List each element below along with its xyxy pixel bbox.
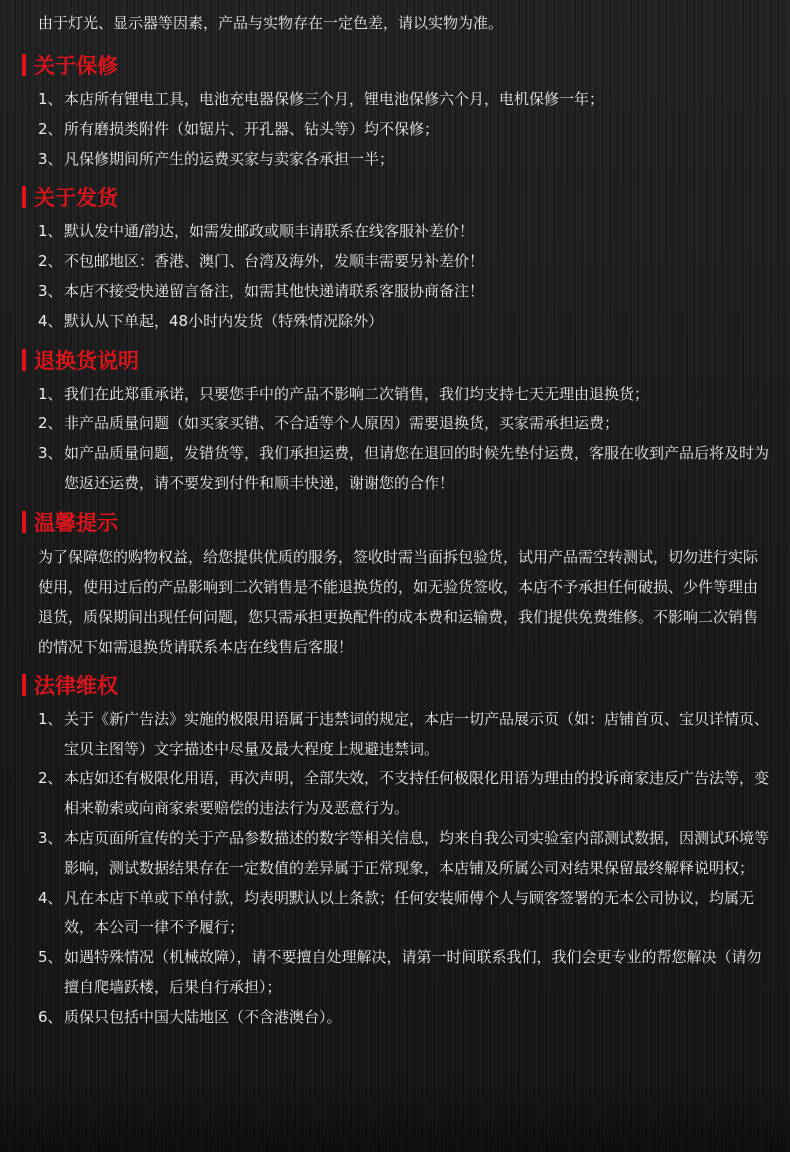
item-number: 1、 [38, 709, 63, 728]
bottom-fade-decoration [0, 1082, 790, 1152]
item-number: 6、 [38, 1007, 63, 1026]
warranty-list [22, 85, 772, 174]
item-number: 3、 [38, 444, 63, 463]
list-item [22, 943, 772, 1003]
item-text: 本店不接受快递留言备注，如需其他快递请联系客服协商备注！ [64, 281, 485, 300]
list-item [22, 115, 772, 145]
item-number: 1、 [38, 90, 63, 108]
item-text: 凡在本店下单或下单付款，均表明默认以上条款；任何安装师傅个人与顾客签署的无本公司协议，均属无效，本公司一律不予履行； [64, 888, 755, 937]
list-item [22, 277, 772, 307]
item-text: 关于《新广告法》实施的极限用语属于违禁词的规定，本店一切产品展示页（如：店铺首页、宝贝详情页、宝贝主图等）文字描述中尽量及最大程度上规避违禁词。 [64, 709, 770, 758]
item-text: 我们在此郑重承诺，只要您手中的产品不影响二次销售，我们均支持七天无理由退换货； [64, 384, 650, 403]
item-number: 5、 [38, 948, 63, 967]
list-item [22, 1003, 772, 1033]
list-item [22, 247, 772, 277]
section-shipping [22, 177, 772, 336]
item-text: 质保只包括中国大陆地区（不含港澳台）。 [64, 1007, 342, 1026]
item-text: 不包邮地区：香港、澳门、台湾及海外，发顺丰需要另补差价！ [64, 252, 485, 271]
list-item [22, 824, 772, 884]
item-text: 所有磨损类附件（如锯片、开孔器、钻头等）均不保修； [64, 119, 440, 138]
title-bar-icon [22, 54, 26, 76]
section-warranty [22, 45, 772, 174]
section-tips [22, 502, 772, 662]
item-number: 2、 [38, 769, 63, 788]
section-title-tips [22, 502, 772, 542]
color-disclaimer: 由于灯光、显示器等因素，产品与实物存在一定色差，请以实物为准。 [38, 14, 504, 32]
item-text: 本店如还有极限化用语，再次声明，全部失效，不支持任何极限化用语为理由的投诉商家违反广告法等，变相来勒索或向商家索要赔偿的违法行为及恶意行为。 [64, 769, 770, 818]
section-title-warranty [22, 45, 772, 85]
list-item [22, 145, 772, 175]
item-number: 4、 [38, 888, 63, 907]
title-bar-icon [22, 674, 26, 696]
item-number: 3、 [38, 149, 63, 168]
list-item [22, 439, 772, 499]
item-text: 非产品质量问题（如买家买错、不合适等个人原因）需要退换货，买家需承担运费； [64, 414, 620, 433]
item-number: 2、 [38, 252, 63, 271]
returns-list [22, 380, 772, 499]
item-text: 本店所有锂电工具，电池充电器保修三个月，锂电池保修六个月，电机保修一年； [64, 90, 605, 108]
item-number: 1、 [38, 222, 63, 241]
item-text: 默认从下单起，48小时内发货（特殊情况除外） [64, 311, 384, 330]
section-title-returns [22, 340, 772, 380]
list-item [22, 764, 772, 824]
list-item [22, 705, 772, 765]
title-bar-icon [22, 349, 26, 371]
legal-list [22, 705, 772, 1033]
section-title-legal [22, 665, 772, 705]
item-number: 4、 [38, 311, 63, 330]
list-item [22, 409, 772, 439]
section-title-text: 关于保修 [34, 54, 118, 78]
tips-paragraph: 为了保障您的购物权益，给您提供优质的服务，签收时需当面拆包验货，试用产品需空转测试，切勿进行实际使用，使用过后的产品影响到二次销售是不能退换货的，如无验货签收，本店不予承担任何破损、少件等理由退货，质保期间出现任何问题，您只需承担更换配件的成本费和运输费，我们提供免费维修。不影响二次销售的情况下如需退换货请联系本店在线售后客服！ [38, 547, 759, 656]
item-text: 凡保修期间所产生的运费买家与卖家各承担一半； [64, 149, 395, 168]
item-number: 3、 [38, 828, 63, 847]
section-title-shipping [22, 177, 772, 217]
section-title-text: 法律维权 [34, 673, 118, 698]
item-number: 1、 [38, 384, 63, 403]
list-item [22, 380, 772, 410]
section-title-text: 关于发货 [34, 186, 118, 211]
item-text: 如遇特殊情况（机械故障），请不要擅自处理解决，请第一时间联系我们，我们会更专业的帮您解决（请勿擅自爬墙跃楼，后果自行承担）； [64, 948, 762, 996]
item-number: 3、 [38, 281, 63, 300]
item-text: 默认发中通/韵达，如需发邮政或顺丰请联系在线客服补差价！ [64, 222, 475, 241]
list-item [22, 884, 772, 944]
item-number: 2、 [38, 414, 63, 433]
list-item [22, 85, 772, 115]
section-title-text: 温馨提示 [34, 510, 118, 535]
section-title-text: 退换货说明 [34, 348, 139, 373]
title-bar-icon [22, 186, 26, 208]
item-text: 如产品质量问题，发错货等，我们承担运费，但请您在退回的时候先垫付运费，客服在收到产品后将及时为您返还运费，请不要发到付件和顺丰快递，谢谢您的合作！ [64, 444, 770, 492]
item-number: 2、 [38, 119, 63, 138]
section-legal [22, 665, 772, 1033]
item-text: 本店页面所宣传的关于产品参数描述的数字等相关信息，均来自我公司实验室内部测试数据，因测试环境等影响，测试数据结果存在一定数值的差异属于正常现象，本店铺及所属公司对结果保留最终解释说明权； [64, 828, 770, 877]
list-item [22, 307, 772, 337]
shipping-list [22, 217, 772, 336]
section-returns [22, 340, 772, 499]
list-item [22, 217, 772, 247]
title-bar-icon [22, 511, 26, 533]
